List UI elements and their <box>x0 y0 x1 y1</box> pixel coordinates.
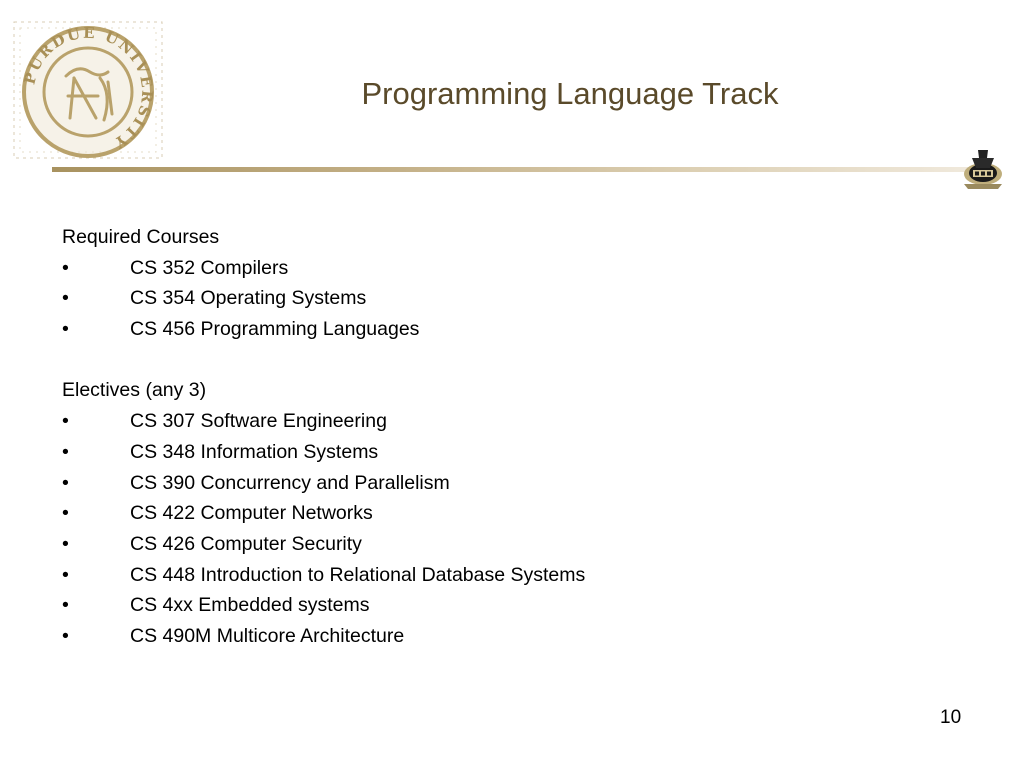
slide-body <box>62 222 585 652</box>
course-label: CS 448 Introduction to Relational Database Systems <box>130 563 586 586</box>
list-item <box>62 590 585 621</box>
list-item <box>62 437 585 468</box>
slide-title: Programming Language Track <box>361 76 779 111</box>
list-item <box>62 468 585 499</box>
bullet: • <box>62 287 69 310</box>
bullet: • <box>62 532 69 555</box>
list-item <box>62 621 585 652</box>
bullet: • <box>62 318 69 341</box>
page-number: 10 <box>940 707 962 728</box>
purdue-train-icon <box>960 146 1006 192</box>
course-label: CS 352 Compilers <box>130 256 289 279</box>
list-item <box>62 560 585 591</box>
list-item <box>62 283 585 314</box>
title-divider <box>52 167 972 172</box>
required-courses-heading: Required Courses <box>62 226 220 248</box>
list-item <box>62 529 585 560</box>
course-label: CS 354 Operating Systems <box>130 287 367 310</box>
list-item <box>62 314 585 345</box>
bullet: • <box>62 594 69 617</box>
course-label: CS 490M Multicore Architecture <box>130 624 405 647</box>
course-label: CS 307 Software Engineering <box>130 410 387 433</box>
course-label: CS 426 Computer Security <box>130 532 362 555</box>
section-spacer <box>62 345 585 376</box>
course-label: CS 422 Computer Networks <box>130 502 373 525</box>
bullet: • <box>62 256 69 279</box>
svg-text:PURDUE UNIVERSITY: PURDUE UNIVERSITY <box>20 23 157 153</box>
university-seal-logo <box>8 16 168 164</box>
list-item <box>62 253 585 284</box>
bullet: • <box>62 624 69 647</box>
course-label: CS 4xx Embedded systems <box>130 594 370 617</box>
list-item <box>62 498 585 529</box>
bullet: • <box>62 563 69 586</box>
course-label: CS 390 Concurrency and Parallelism <box>130 471 450 494</box>
course-label: CS 348 Information Systems <box>130 440 379 463</box>
bullet: • <box>62 471 69 494</box>
course-label: CS 456 Programming Languages <box>130 318 420 341</box>
bullet: • <box>62 440 69 463</box>
bullet: • <box>62 410 69 433</box>
electives-heading: Electives (any 3) <box>62 379 207 402</box>
bullet: • <box>62 502 69 525</box>
list-item <box>62 406 585 437</box>
